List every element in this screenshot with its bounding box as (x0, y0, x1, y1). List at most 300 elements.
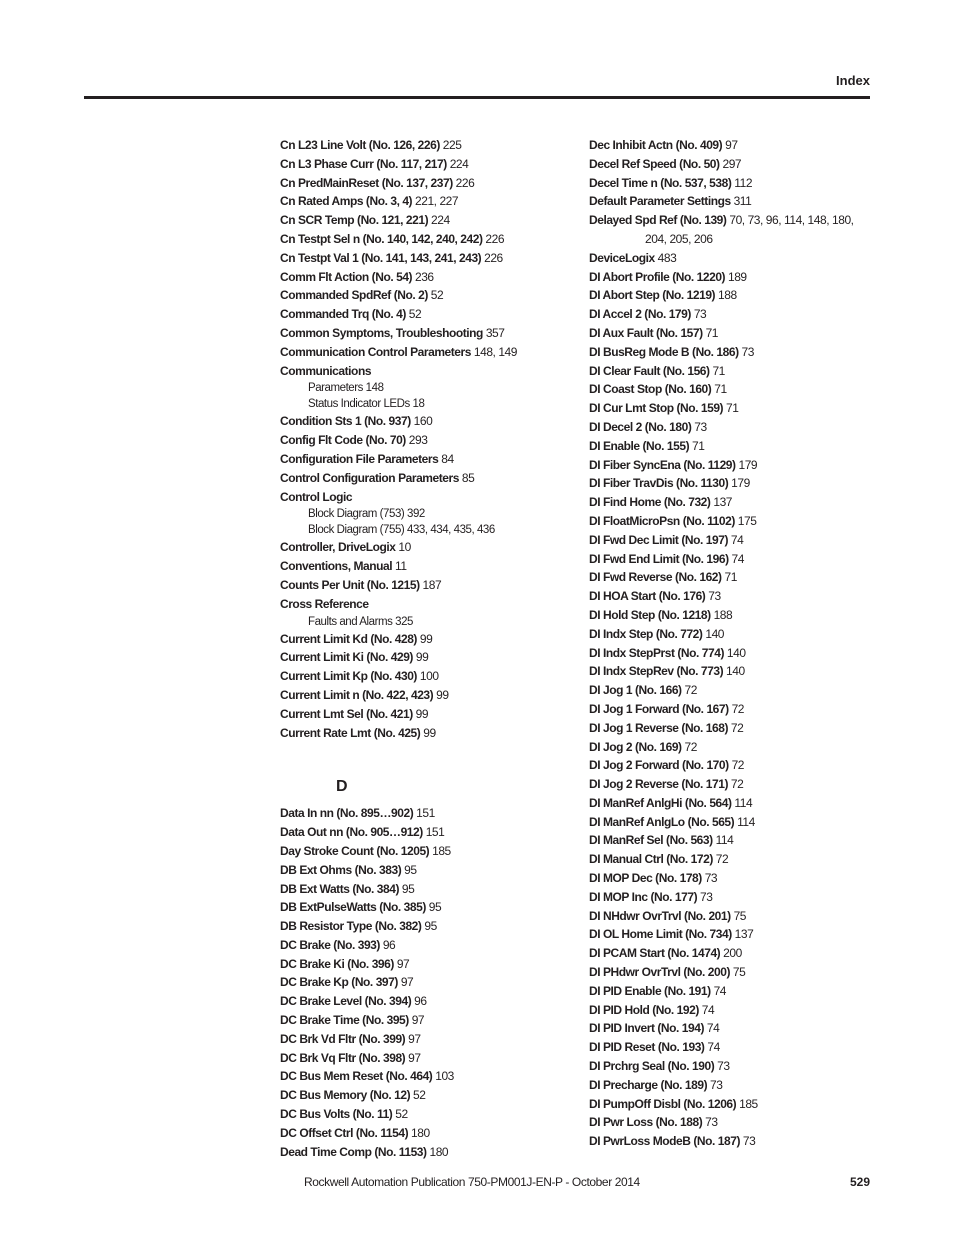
entry-pages: 189 (727, 269, 747, 284)
entry-pages: 180 (429, 1144, 449, 1159)
entry-term: DI Jog 2 Forward (No. 170) (589, 758, 729, 773)
entry-pages: 72 (684, 683, 697, 698)
entry-pages: 71 (712, 363, 725, 378)
entry-term: Cn PredMainReset (No. 137, 237) (280, 175, 453, 190)
entry-term: DI Fiber SyncEna (No. 1129) (589, 457, 736, 472)
entry-pages: 221, 227 (415, 194, 459, 209)
index-entry (589, 681, 889, 700)
entry-term: DB Resistor Type (No. 382) (280, 919, 422, 934)
entry-term: DI Abort Step (No. 1219) (589, 288, 716, 303)
entry-pages: 74 (731, 551, 744, 566)
entry-term: DB Ext Watts (No. 384) (280, 881, 400, 896)
entry-pages: 71 (714, 382, 727, 397)
entry-pages: 224 (431, 213, 450, 228)
entry-pages: 114 (737, 814, 755, 829)
entry-pages: 226 (485, 231, 505, 246)
index-entry (589, 249, 889, 268)
entry-pages: 179 (731, 476, 750, 491)
entry-pages: 72 (684, 739, 697, 754)
entry-pages: 72 (731, 701, 745, 716)
index-entry (589, 963, 889, 982)
index-entry (280, 898, 580, 917)
entry-pages: 74 (707, 1040, 720, 1055)
index-entry (280, 630, 580, 649)
entry-pages: 70, 73, 96, 114, 148, 180, (729, 213, 854, 228)
entry-pages: 85 (461, 470, 475, 485)
index-entry (280, 880, 580, 899)
index-entry (589, 418, 889, 437)
index-entry (589, 850, 889, 869)
index-entry (280, 450, 580, 469)
index-entry (280, 362, 580, 381)
entry-term: Control Logic (280, 489, 353, 504)
entry-pages: 73 (710, 1077, 723, 1092)
entry-pages: 99 (415, 650, 429, 665)
entry-pages: 97 (396, 956, 410, 971)
entry-term: DI Jog 2 Reverse (No. 171) (589, 777, 729, 792)
entry-pages: 357 (485, 325, 505, 340)
entry-term: Cn SCR Temp (No. 121, 221) (280, 213, 429, 228)
entry-term: Common Symptoms, Troubleshooting (280, 325, 483, 340)
entry-term: DI HOA Start (No. 176) (589, 589, 706, 604)
entry-pages: 99 (423, 725, 436, 740)
index-entry (280, 973, 580, 992)
entry-term: DI Find Home (No. 732) (589, 495, 711, 510)
index-entry (589, 211, 889, 230)
entry-pages: 137 (713, 495, 733, 510)
entry-pages: 71 (724, 570, 737, 585)
index-letter-heading: D (336, 778, 348, 796)
entry-pages: 71 (725, 401, 739, 416)
entry-pages: 185 (739, 1096, 758, 1111)
entry-pages: 73 (717, 1059, 730, 1074)
entry-term: Current Limit Kp (No. 430) (280, 669, 417, 684)
running-header-title: Index (836, 73, 870, 88)
entry-term: Current Rate Lmt (No. 425) (280, 725, 421, 740)
entry-pages: 73 (700, 889, 713, 904)
index-entry (589, 286, 889, 305)
entry-pages: 224 (449, 156, 469, 171)
entry-term: Cn L3 Phase Curr (No. 117, 217) (280, 156, 447, 171)
entry-pages: 185 (432, 843, 451, 858)
index-entry (280, 343, 580, 362)
index-entry (589, 174, 889, 193)
entry-term: DI ManRef AnlgLo (No. 565) (589, 814, 735, 829)
entry-term: DC Offset Ctrl (No. 1154) (280, 1125, 409, 1140)
entry-term: Default Parameter Settings (589, 194, 731, 209)
entry-pages: 71 (705, 325, 719, 340)
entry-pages: 226 (455, 175, 475, 190)
index-entry (280, 1049, 580, 1068)
entry-term: DI Manual Ctrl (No. 172) (589, 852, 713, 867)
index-subentry: Parameters 148 (308, 382, 384, 395)
index-entry (589, 437, 889, 456)
entry-pages: 97 (408, 1050, 421, 1065)
entry-term: Conventions, Manual (280, 559, 393, 574)
entry-pages: 188 (718, 288, 737, 303)
footer-publication: Rockwell Automation Publication 750-PM001J-EN-P - October 2014 (304, 1175, 640, 1189)
entry-pages: 73 (705, 1115, 718, 1130)
entry-term: Delayed Spd Ref (No. 139) (589, 213, 727, 228)
entry-pages: 52 (408, 307, 422, 322)
entry-pages: 95 (424, 919, 437, 934)
entry-pages: 95 (404, 862, 417, 877)
index-entry (280, 1030, 580, 1049)
entry-term: Current Lmt Sel (No. 421) (280, 706, 413, 721)
entry-term: Cn Rated Amps (No. 3, 4) (280, 194, 413, 209)
index-entry (280, 917, 580, 936)
index-entry-continuation: 204, 205, 206 (645, 231, 713, 246)
index-entry (589, 531, 889, 550)
index-entry (589, 343, 889, 362)
entry-pages: 97 (411, 1013, 425, 1028)
index-entry (280, 1143, 580, 1162)
index-entry (589, 888, 889, 907)
entry-pages: 114 (734, 795, 753, 810)
entry-pages: 95 (401, 881, 415, 896)
index-entry (280, 192, 580, 211)
index-entry (280, 955, 580, 974)
entry-term: Day Stroke Count (No. 1205) (280, 843, 430, 858)
entry-term: DI PwrLoss ModeB (No. 187) (589, 1134, 740, 1149)
entry-term: DI FloatMicroPsn (No. 1102) (589, 513, 735, 528)
entry-term: DC Brake (No. 393) (280, 937, 380, 952)
index-entry (589, 550, 889, 569)
entry-pages: 71 (692, 438, 705, 453)
entry-pages: 187 (422, 577, 442, 592)
index-entry (589, 944, 889, 963)
entry-term: DI PumpOff Disbl (No. 1206) (589, 1096, 737, 1111)
entry-term: DI Fwd Dec Limit (No. 197) (589, 532, 728, 547)
entry-pages: 72 (730, 777, 744, 792)
entry-term: DC Brake Time (No. 395) (280, 1013, 409, 1028)
entry-term: DeviceLogix (589, 250, 655, 265)
entry-pages: 11 (395, 559, 407, 574)
entry-term: DI PCAM Start (No. 1474) (589, 946, 721, 961)
index-subentry: Block Diagram (753) 392 (308, 508, 425, 521)
entry-pages: 73 (704, 871, 718, 886)
index-entry (589, 982, 889, 1001)
entry-term: DI Coast Stop (No. 160) (589, 382, 712, 397)
index-entry (280, 705, 580, 724)
entry-pages: 236 (414, 269, 434, 284)
entry-term: Current Limit Ki (No. 429) (280, 650, 413, 665)
index-entry (280, 324, 580, 343)
entry-term: DI PID Enable (No. 191) (589, 983, 711, 998)
index-entry (589, 925, 889, 944)
entry-pages: 10 (398, 540, 411, 555)
entry-term: DI Jog 1 (No. 166) (589, 683, 682, 698)
entry-term: Dead Time Comp (No. 1153) (280, 1144, 427, 1159)
index-entry (280, 1086, 580, 1105)
entry-term: Data Out nn (No. 905…912) (280, 825, 423, 840)
index-entry (589, 1057, 889, 1076)
entry-term: Commanded SpdRef (No. 2) (280, 288, 428, 303)
index-entry (589, 380, 889, 399)
index-entry (589, 700, 889, 719)
index-entry (589, 1019, 889, 1038)
entry-pages: 225 (442, 138, 462, 152)
index-entry (280, 557, 580, 576)
entry-pages: 114 (715, 833, 734, 848)
entry-term: DI Precharge (No. 189) (589, 1077, 708, 1092)
entry-term: DI Fiber TravDis (No. 1130) (589, 476, 729, 491)
entry-term: Config Flt Code (No. 70) (280, 433, 406, 448)
index-entry (280, 1124, 580, 1143)
index-entry (280, 469, 580, 488)
entry-term: Data In nn (No. 895…902) (280, 806, 414, 821)
entry-term: Control Configuration Parameters (280, 470, 459, 485)
index-entry (280, 286, 580, 305)
entry-term: Decel Time n (No. 537, 538) (589, 175, 732, 190)
entry-pages: 73 (741, 344, 754, 359)
entry-pages: 179 (738, 457, 758, 472)
entry-term: Decel Ref Speed (No. 50) (589, 156, 720, 171)
header-rule (84, 96, 870, 99)
index-entry (589, 305, 889, 324)
index-column-left (280, 136, 580, 1161)
entry-pages: 73 (708, 589, 721, 604)
index-entry (280, 842, 580, 861)
index-entry (589, 192, 889, 211)
entry-term: DI BusReg Mode B (No. 186) (589, 344, 739, 359)
entry-pages: 151 (416, 806, 435, 821)
entry-pages: 112 (734, 175, 753, 190)
entry-term: Configuration File Parameters (280, 451, 439, 466)
entry-pages: 99 (415, 706, 429, 721)
entry-term: DC Brake Kp (No. 397) (280, 975, 398, 990)
entry-term: DI Indx StepRev (No. 773) (589, 664, 724, 679)
entry-pages: 103 (435, 1069, 454, 1084)
index-entry (589, 1095, 889, 1114)
index-entry (589, 794, 889, 813)
entry-term: DI Indx StepPrst (No. 774) (589, 645, 724, 660)
index-entry (589, 738, 889, 757)
entry-term: Cn Testpt Sel n (No. 140, 142, 240, 242) (280, 231, 483, 246)
index-entry (280, 648, 580, 667)
index-entry (589, 1038, 889, 1057)
entry-pages: 72 (715, 852, 729, 867)
entry-term: DI Decel 2 (No. 180) (589, 419, 692, 434)
entry-pages: 97 (408, 1031, 421, 1046)
index-entry (280, 155, 580, 174)
index-entry (280, 538, 580, 557)
entry-term: DI Fwd End Limit (No. 196) (589, 551, 729, 566)
entry-term: Counts Per Unit (No. 1215) (280, 577, 420, 592)
entry-term: Cn Testpt Val 1 (No. 141, 143, 241, 243) (280, 250, 482, 265)
entry-term: DB ExtPulseWatts (No. 385) (280, 900, 426, 915)
entry-pages: 140 (726, 645, 746, 660)
entry-pages: 200 (723, 946, 742, 961)
entry-term: Cross Reference (280, 596, 369, 611)
index-entry (589, 1001, 889, 1020)
entry-term: DI Jog 2 (No. 169) (589, 739, 682, 754)
entry-pages: 175 (737, 513, 757, 528)
entry-pages: 226 (484, 250, 503, 265)
entry-term: DI Accel 2 (No. 179) (589, 307, 691, 322)
entry-term: Comm Flt Action (No. 54) (280, 269, 413, 284)
index-entry (280, 724, 580, 743)
index-entry (589, 474, 889, 493)
entry-pages: 52 (430, 288, 444, 303)
index-entry (589, 869, 889, 888)
index-column-right (589, 136, 889, 1151)
index-entry (280, 576, 580, 595)
entry-term: DI MOP Inc (No. 177) (589, 889, 698, 904)
index-entry (589, 136, 889, 155)
index-entry (280, 305, 580, 324)
entry-term: Communication Control Parameters (280, 344, 471, 359)
index-entry (280, 804, 580, 823)
entry-pages: 483 (657, 250, 677, 265)
entry-pages: 160 (413, 414, 433, 429)
entry-pages: 99 (419, 631, 433, 646)
index-entry (589, 268, 889, 287)
entry-term: DI PID Hold (No. 192) (589, 1002, 699, 1017)
entry-pages: 52 (413, 1088, 426, 1103)
index-entry (589, 399, 889, 418)
entry-pages: 137 (734, 927, 754, 942)
entry-term: DI Jog 1 Forward (No. 167) (589, 701, 729, 716)
entry-pages: 74 (730, 532, 744, 547)
index-entry (589, 775, 889, 794)
index-entry (589, 362, 889, 381)
index-entry (589, 644, 889, 663)
entry-term: DC Bus Volts (No. 11) (280, 1107, 393, 1122)
entry-pages: 97 (400, 975, 414, 990)
entry-pages: 75 (733, 908, 747, 923)
index-entry (280, 992, 580, 1011)
index-entry (589, 1076, 889, 1095)
entry-term: DI MOP Dec (No. 178) (589, 871, 702, 886)
entry-pages: 188 (713, 607, 733, 622)
index-entry (280, 136, 580, 155)
index-entry (589, 831, 889, 850)
entry-pages: 52 (395, 1107, 408, 1122)
index-entry (589, 568, 889, 587)
entry-term: DI Aux Fault (No. 157) (589, 325, 703, 340)
entry-pages: 95 (428, 900, 442, 915)
entry-term: Commanded Trq (No. 4) (280, 307, 406, 322)
entry-term: DI OL Home Limit (No. 734) (589, 927, 732, 942)
entry-term: DI Enable (No. 155) (589, 438, 690, 453)
index-entry (589, 155, 889, 174)
entry-pages: 73 (693, 307, 707, 322)
entry-term: Current Limit n (No. 422, 423) (280, 687, 434, 702)
index-entry (280, 686, 580, 705)
entry-term: DI PID Invert (No. 194) (589, 1021, 705, 1036)
entry-pages: 84 (441, 451, 454, 466)
entry-pages: 74 (706, 1021, 720, 1036)
entry-term: DI Prchrg Seal (No. 190) (589, 1059, 715, 1074)
entry-term: DC Bus Memory (No. 12) (280, 1088, 411, 1103)
entry-term: DC Brake Ki (No. 396) (280, 956, 394, 971)
index-entry (280, 174, 580, 193)
index-entry (280, 1011, 580, 1030)
entry-term: DI ManRef Sel (No. 563) (589, 833, 713, 848)
entry-term: DI Cur Lmt Stop (No. 159) (589, 401, 724, 416)
index-entry (280, 230, 580, 249)
entry-term: Cn L23 Line Volt (No. 126, 226) (280, 138, 440, 152)
entry-term: DI Abort Profile (No. 1220) (589, 269, 726, 284)
index-entry (589, 756, 889, 775)
entry-term: DI Pwr Loss (No. 188) (589, 1115, 703, 1130)
entry-pages: 74 (701, 1002, 715, 1017)
entry-pages: 100 (419, 669, 439, 684)
index-entry (589, 662, 889, 681)
entry-term: Condition Sts 1 (No. 937) (280, 414, 411, 429)
entry-term: Communications (280, 363, 372, 378)
entry-pages: 180 (411, 1125, 430, 1140)
index-entry (280, 667, 580, 686)
entry-term: DC Bus Mem Reset (No. 464) (280, 1069, 433, 1084)
index-entry (280, 936, 580, 955)
entry-pages: 72 (731, 758, 745, 773)
entry-term: DI Indx Step (No. 772) (589, 626, 703, 641)
entry-pages: 140 (726, 664, 745, 679)
index-entry (589, 493, 889, 512)
entry-term: DI ManRef AnlgHi (No. 564) (589, 795, 732, 810)
entry-term: DI Fwd Reverse (No. 162) (589, 570, 722, 585)
entry-term: Controller, DriveLogix (280, 540, 396, 555)
page-number: 529 (849, 1175, 870, 1189)
index-entry (280, 1105, 580, 1124)
entry-term: Current Limit Kd (No. 428) (280, 631, 417, 646)
entry-pages: 96 (414, 994, 427, 1009)
entry-pages: 74 (713, 983, 727, 998)
entry-term: Dec Inhibit Actn (No. 409) (589, 138, 723, 152)
index-entry (589, 456, 889, 475)
index-entry (589, 606, 889, 625)
index-entry (280, 431, 580, 450)
index-entry (280, 268, 580, 287)
entry-term: DI PID Reset (No. 193) (589, 1040, 705, 1055)
entry-pages: 99 (436, 687, 449, 702)
index-entry (280, 823, 580, 842)
entry-pages: 297 (722, 156, 742, 171)
entry-pages: 96 (382, 937, 396, 952)
entry-term: DI PHdwr OvrTrvl (No. 200) (589, 965, 731, 980)
entry-pages: 151 (425, 825, 445, 840)
entry-pages: 75 (732, 965, 746, 980)
entry-pages: 293 (408, 433, 428, 448)
index-entry (589, 587, 889, 606)
entry-term: DC Brk Vd Fltr (No. 399) (280, 1031, 406, 1046)
index-entry (589, 1132, 889, 1151)
index-entry (280, 211, 580, 230)
entry-pages: 148, 149 (473, 344, 517, 359)
entry-term: DB Ext Ohms (No. 383) (280, 862, 402, 877)
entry-term: DC Brake Level (No. 394) (280, 994, 412, 1009)
entry-pages: 311 (733, 194, 752, 209)
entry-term: DI NHdwr OvrTrvl (No. 201) (589, 908, 731, 923)
index-entry (280, 412, 580, 431)
entry-pages: 97 (725, 138, 738, 152)
index-entry (280, 488, 580, 507)
entry-term: DC Brk Vq Fltr (No. 398) (280, 1050, 406, 1065)
index-entry (280, 1067, 580, 1086)
entry-pages: 72 (730, 720, 744, 735)
entry-pages: 140 (705, 626, 725, 641)
entry-term: DI Jog 1 Reverse (No. 168) (589, 720, 729, 735)
entry-term: DI Hold Step (No. 1218) (589, 607, 711, 622)
entry-pages: 73 (742, 1134, 756, 1149)
index-subentry: Faults and Alarms 325 (308, 615, 413, 628)
index-entry (280, 249, 580, 268)
entry-term: DI Clear Fault (No. 156) (589, 363, 710, 378)
index-entry (589, 813, 889, 832)
index-entry (280, 861, 580, 880)
